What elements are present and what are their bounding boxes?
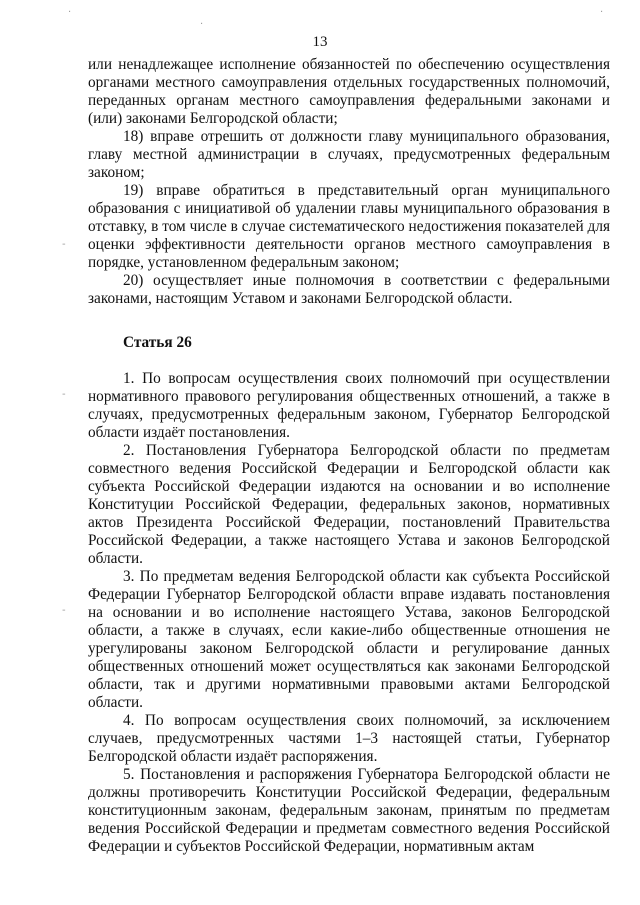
- article-paragraph-2: 2. Постановления Губернатора Белгородской области по предметам совместного ведения Российской Федерации и Белгородской области как субъекта Российской Федерации издаются на основании и во исполнение Конституции Российской Федерации, федеральных законов, нормативных актов Президента Российской Федерации, постановлений Правительства Российской Федерации, а также настоящего Устава и законов Белгородской области.: [88, 442, 610, 567]
- article-paragraph-4: 4. По вопросам осуществления своих полномочий, за исключением случаев, предусмотренных частями 1–3 настоящей статьи, Губернатор Белгородской области издаёт распоряжения.: [88, 712, 610, 765]
- scan-mark: -: [62, 605, 66, 616]
- scan-mark: -: [62, 239, 66, 250]
- paragraph-continuation: или ненадлежащее исполнение обязанностей по обеспечению осуществления органами местного самоуправления отдельных государственных полномочий, переданных органам местного самоуправления федеральными законами и (или) законами Белгородской области;: [88, 56, 610, 127]
- scan-mark: ·: [68, 7, 72, 18]
- article-paragraph-1: 1. По вопросам осуществления своих полномочий при осуществлении нормативного правового регулирования общественных отношений, а также в случаях, предусмотренных федеральным законом, Губернатор Белгородской области издаёт постановления.: [88, 370, 610, 441]
- scan-mark: ·: [200, 19, 204, 30]
- article-heading: Статья 26: [123, 334, 192, 351]
- scan-mark: -: [62, 389, 66, 400]
- page-number: 13: [312, 34, 328, 50]
- document-body: [88, 56, 610, 856]
- paragraph-item-19: 19) вправе обратиться в представительный орган муниципального образования с инициативой об удалении главы муниципального образования в отставку, в том числе в случае систематического недостижения показателей для оценки эффективности деятельности органов местного самоуправления в порядке, установленном федеральным законом;: [88, 182, 610, 271]
- paragraph-item-20: 20) осуществляет иные полномочия в соответствии с федеральными законами, настоящим Уставом и законами Белгородской области.: [88, 272, 610, 307]
- scan-mark: ·: [600, 7, 604, 18]
- paragraph-item-18: 18) вправе отрешить от должности главу муниципального образования, главу местной администрации в случаях, предусмотренных федеральным законом;: [88, 128, 610, 181]
- article-paragraph-3: 3. По предметам ведения Белгородской области как субъекта Российской Федерации Губернатор Белгородской области вправе издавать постановления на основании и во исполнение настоящего Устава, законов Белгородской области, а также в случаях, если какие-либо общественные отношения не урегулированы законом Белгородской области и регулирование данных общественных отношений может осуществляться как законами Белгородской области, так и другими нормативными правовыми актами Белгородской области.: [88, 568, 610, 711]
- article-paragraph-5: 5. Постановления и распоряжения Губернатора Белгородской области не должны противоречить Конституции Российской Федерации, федеральным конституционным законам, федеральным законам, принятым по предметам ведения Российской Федерации и предметам совместного ведения Российской Федерации и субъектов Российской Федерации, нормативным актам: [88, 766, 610, 855]
